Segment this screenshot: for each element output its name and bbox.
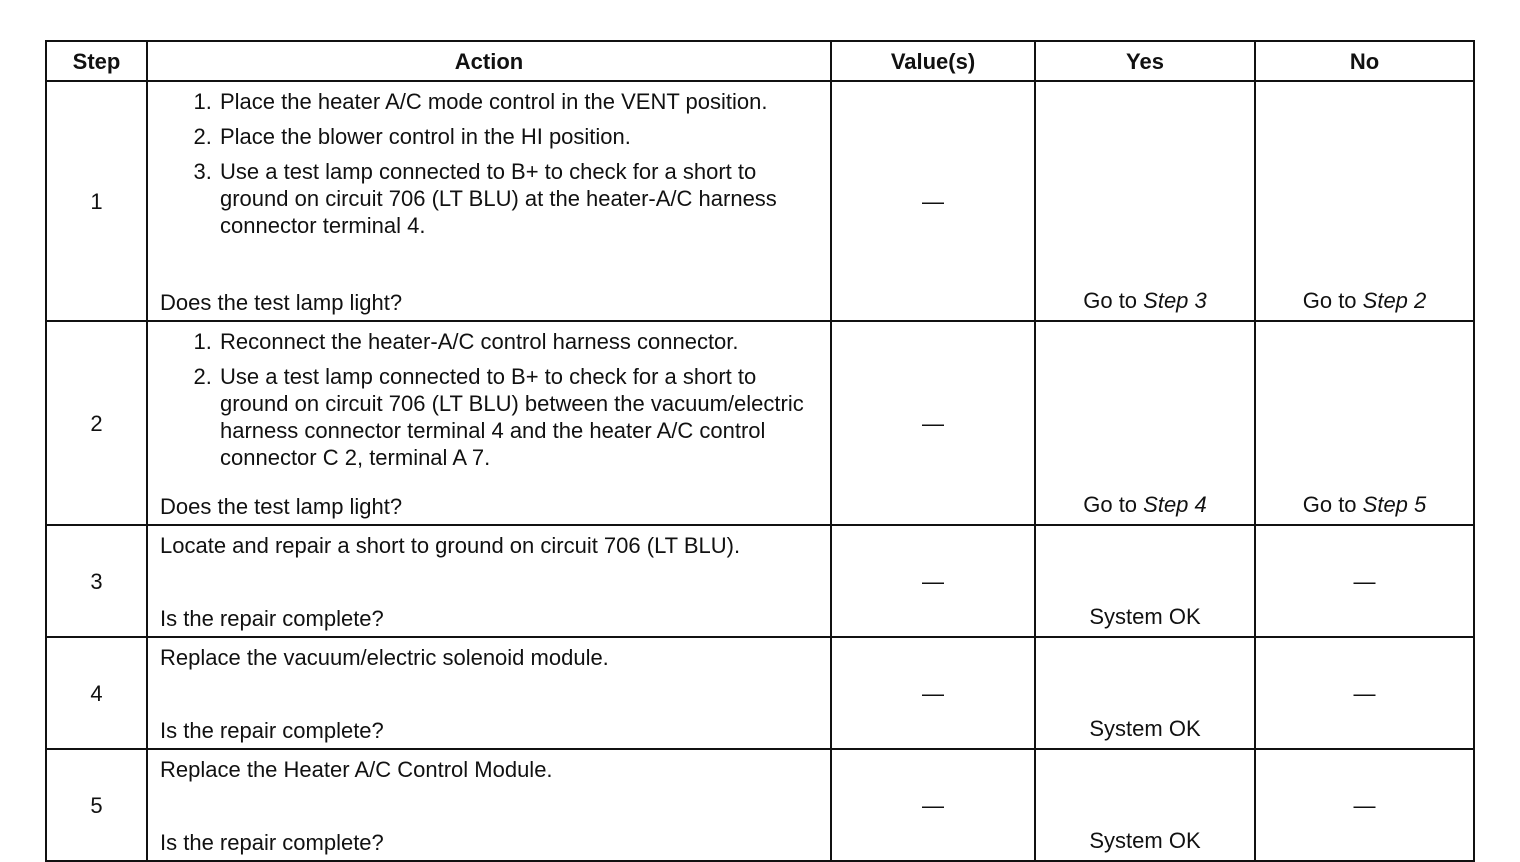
action-step-item: 2. Use a test lamp connected to B+ to check for a short to ground on circuit 706 (LT BLU) between the vacuum/electric harness connector terminal 4 and the heater A/C control connector C 2, terminal A 7. (218, 363, 818, 471)
table-row (46, 637, 1474, 749)
no-prefix: Go to (1302, 492, 1363, 517)
action-step-item: 1. Reconnect the heater-A/C control harness connector. (218, 328, 818, 355)
yes-prefix: Go to (1083, 288, 1144, 313)
value-cell: — (831, 321, 1035, 525)
header-step: Step (46, 41, 147, 81)
table-row (46, 525, 1474, 637)
action-question: Is the repair complete? (160, 606, 384, 631)
action-cell (147, 637, 831, 749)
table-row (46, 749, 1474, 861)
action-steps (160, 328, 818, 479)
action-cell (147, 321, 831, 525)
action-cell (147, 525, 831, 637)
step-number: 3 (46, 525, 147, 637)
value-cell: — (831, 749, 1035, 861)
diagnostic-table (45, 40, 1475, 862)
action-step-item: 1. Place the heater A/C mode control in the VENT position. (218, 88, 818, 115)
action-text: Replace the vacuum/electric solenoid module. (160, 645, 609, 670)
yes-cell: System OK (1035, 749, 1255, 861)
step-number: 4 (46, 637, 147, 749)
step-number: 2 (46, 321, 147, 525)
header-values: Value(s) (831, 41, 1035, 81)
action-question: Is the repair complete? (160, 830, 384, 855)
header-yes: Yes (1035, 41, 1255, 81)
action-text: Replace the Heater A/C Control Module. (160, 757, 553, 782)
header-row (46, 41, 1474, 81)
yes-cell (1035, 81, 1255, 321)
action-steps (160, 88, 818, 247)
table-row (46, 81, 1474, 321)
header-action: Action (147, 41, 831, 81)
no-cell (1255, 321, 1474, 525)
yes-step-link: Step 4 (1143, 492, 1207, 517)
value-cell: — (831, 637, 1035, 749)
value-cell: — (831, 525, 1035, 637)
yes-prefix: Go to (1083, 492, 1144, 517)
action-cell (147, 749, 831, 861)
no-step-link: Step 2 (1362, 288, 1427, 313)
table-row (46, 321, 1474, 525)
yes-cell (1035, 321, 1255, 525)
action-question: Does the test lamp light? (160, 290, 403, 315)
no-cell (1255, 81, 1474, 321)
no-step-link: Step 5 (1362, 492, 1427, 517)
yes-cell: System OK (1035, 525, 1255, 637)
action-question: Is the repair complete? (160, 718, 384, 743)
action-step-item: 2. Place the blower control in the HI position. (218, 123, 818, 150)
action-text: Locate and repair a short to ground on circuit 706 (LT BLU). (160, 533, 741, 558)
yes-step-link: Step 3 (1143, 288, 1207, 313)
no-cell: — (1255, 749, 1474, 861)
no-cell: — (1255, 637, 1474, 749)
action-step-item: 3. Use a test lamp connected to B+ to check for a short to ground on circuit 706 (LT BLU) at the heater-A/C harness connector terminal 4. (218, 158, 818, 239)
action-question: Does the test lamp light? (160, 494, 403, 519)
step-number: 5 (46, 749, 147, 861)
header-no: No (1255, 41, 1474, 81)
step-number: 1 (46, 81, 147, 321)
no-cell: — (1255, 525, 1474, 637)
action-cell (147, 81, 831, 321)
no-prefix: Go to (1302, 288, 1363, 313)
value-cell: — (831, 81, 1035, 321)
yes-cell: System OK (1035, 637, 1255, 749)
